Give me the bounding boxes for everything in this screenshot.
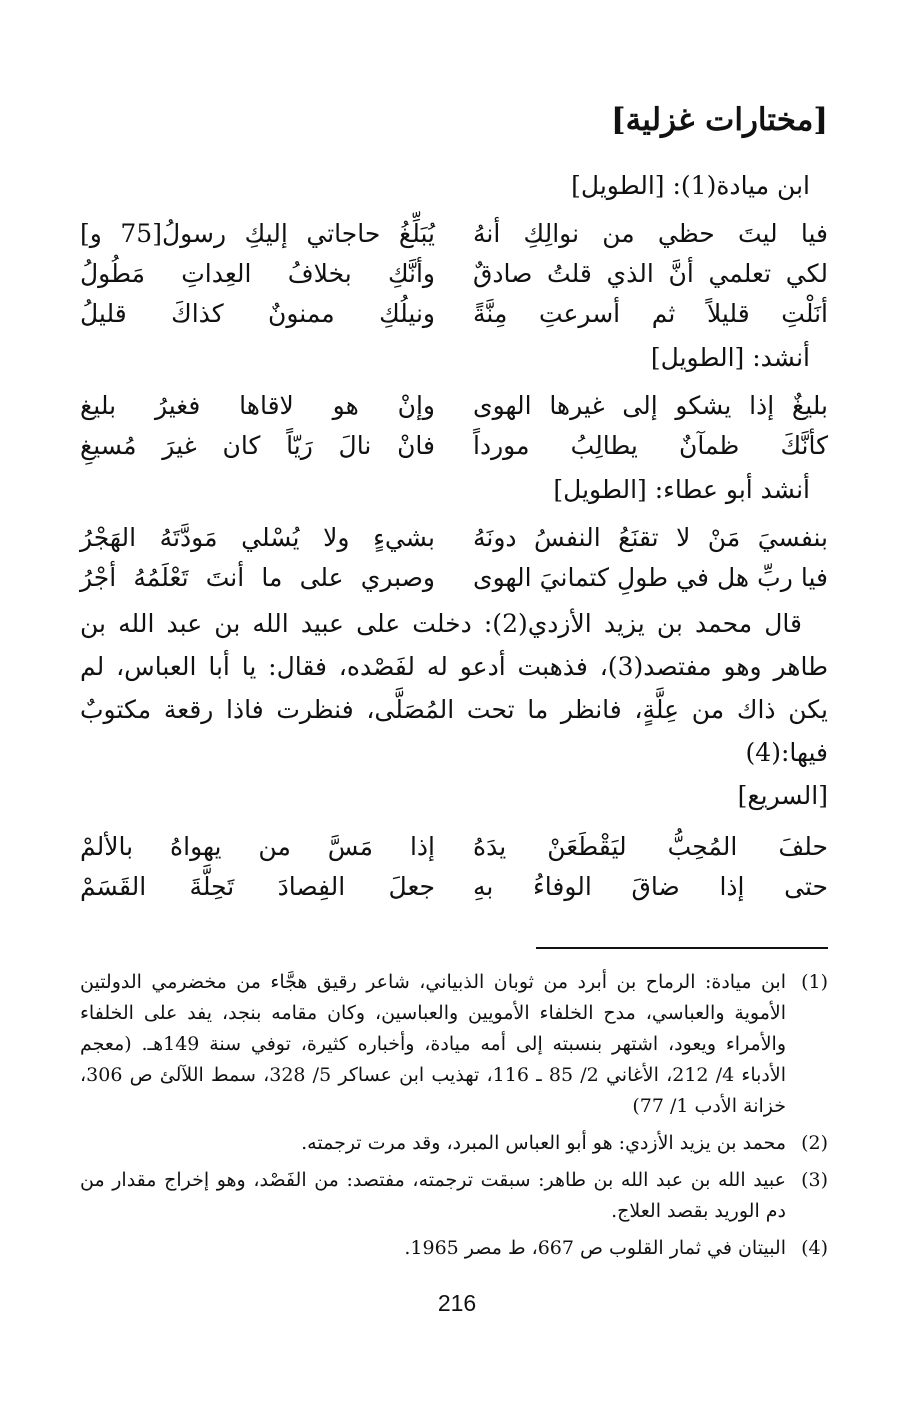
verse-first-hemistich: حتى إذا ضاقَ الوفاءُ بهِ bbox=[473, 872, 828, 901]
poem-anshad bbox=[80, 386, 828, 466]
verse bbox=[80, 558, 828, 598]
verse-first-hemistich: حلفَ المُحِبُّ ليَقْطَعَنْ يدَهُ bbox=[473, 832, 828, 861]
intro-ibn-mayyada: ابن ميادة(1): [الطويل] bbox=[571, 171, 810, 200]
footnote-text: عبيد الله بن عبد الله بن طاهر: سبقت ترجمته، مفتصد: من الفَصْد، وهو إخراج مقدار من دم الوريد بقصد العلاج. bbox=[80, 1169, 786, 1222]
verse-first-hemistich: كأنَّكَ ظمآنٌ يطالِبُ مورداً bbox=[473, 431, 828, 460]
verse-second-hemistich: وإنْ هو لاقاها فغيرُ بليغ bbox=[80, 391, 435, 420]
verse-second-hemistich: فانْ نالَ رَيّاً كان غيرَ مُسيغِ bbox=[80, 431, 435, 460]
verse-first-hemistich: أنَلْتِ قليلاً ثم أسرعتِ مِنَّةً bbox=[473, 299, 828, 328]
footnote bbox=[80, 1233, 828, 1264]
verse-second-hemistich: ونيلُكِ ممنونٌ كذاكَ قليلُ bbox=[80, 299, 435, 328]
footnote bbox=[80, 967, 828, 1122]
verse bbox=[80, 518, 828, 558]
verse bbox=[80, 214, 828, 254]
page-title: [مختارات غزلية] bbox=[610, 102, 828, 138]
verse-first-hemistich: لكي تعلمي أنَّ الذي قلتُ صادقٌ bbox=[473, 259, 828, 288]
verse bbox=[80, 867, 828, 907]
prose-text: قال محمد بن يزيد الأزدي(2): دخلت على عبيد الله بن عبد الله بن طاهر وهو مفتصد(3)، فذهبت أدعو له لفَصْده، فقال: يا أبا العباس، لم يكن ذاك من عِلَّةٍ، فانظر ما تحت المُصَلَّى، فنظرت فاذا رقعة مكتوبٌ فيها:(4) bbox=[80, 609, 828, 767]
verse-second-hemistich: إذا مَسَّ من يهواهُ بالألمْ bbox=[80, 832, 435, 861]
poem-ibn-mayyada bbox=[80, 214, 828, 334]
intro-abu-ata: أنشد أبو عطاء: [الطويل] bbox=[553, 475, 810, 504]
verse-second-hemistich: وأنَّكِ بخلافُ العِداتِ مَطُولُ bbox=[80, 259, 435, 288]
verse-second-hemistich: يُبَلِّغُ حاجاتي إليكِ رسولُ[75 و] bbox=[80, 219, 435, 248]
verse-first-hemistich: بنفسيَ مَنْ لا تقنَعُ النفسُ دونَهُ bbox=[473, 523, 828, 552]
footnotes bbox=[80, 967, 828, 1264]
intro-anshad: أنشد: [الطويل] bbox=[650, 343, 810, 372]
footnote-text: محمد بن يزيد الأزدي: هو أبو العباس المبرد، وقد مرت ترجمته. bbox=[301, 1132, 786, 1154]
verse bbox=[80, 254, 828, 294]
footnote-text: ابن ميادة: الرماح بن أبرد من ثوبان الذبياني، شاعر رقيق هجَّاء من مخضرمي الدولتين الأموية والعباسي، مدح الخلفاء الأمويين والعباسين، وكان مقامه بنجد، يفد على الخلفاء والأمراء ويعود، اشتهر بنسبته إلى أمه ميادة، وأخباره كثيرة، توفي سنة 149هـ. (معجم الأدباء 4/ 212، الأغاني 2/ 85 ـ 116، تهذيب ابن عساكر 5/ 328، سمط اللآلئ ص 306، خزانة الأدب 1/ 77) bbox=[80, 971, 786, 1117]
footnote-number: (3) bbox=[801, 1169, 828, 1191]
meter-label: [السريع] bbox=[737, 781, 828, 810]
footnote-number: (1) bbox=[801, 971, 828, 993]
footnote bbox=[80, 1165, 828, 1227]
verse bbox=[80, 827, 828, 867]
verse-second-hemistich: جعلَ الفِصادَ تَحِلَّةَ القَسَمْ bbox=[80, 872, 435, 901]
footnote-number: (4) bbox=[801, 1237, 828, 1259]
verse-first-hemistich: بليغٌ إذا يشكو إلى غيرها الهوى bbox=[473, 391, 828, 420]
footnote bbox=[80, 1128, 828, 1159]
page-number: 216 bbox=[437, 1290, 477, 1316]
footnote-divider bbox=[536, 947, 828, 949]
verse bbox=[80, 426, 828, 466]
verse-first-hemistich: فيا ليتَ حظي من نوالِكِ أنهُ bbox=[473, 219, 828, 248]
prose-paragraph bbox=[80, 602, 828, 817]
poem-abu-ata bbox=[80, 518, 828, 598]
verse-second-hemistich: وصبري على ما أنتَ تَعْلَمُهُ أجْرُ bbox=[80, 563, 435, 592]
verse-first-hemistich: فيا ربِّ هل في طولِ كتمانيَ الهوى bbox=[473, 563, 828, 592]
footnote-number: (2) bbox=[801, 1132, 828, 1154]
verse-second-hemistich: بشيءٍ ولا يُسْلي مَودَّتَهُ الهَجْرُ bbox=[80, 523, 435, 552]
verse bbox=[80, 386, 828, 426]
verse bbox=[80, 294, 828, 334]
footnote-text: البيتان في ثمار القلوب ص 667، ط مصر 1965. bbox=[404, 1237, 786, 1259]
poem-fasd bbox=[80, 827, 828, 907]
